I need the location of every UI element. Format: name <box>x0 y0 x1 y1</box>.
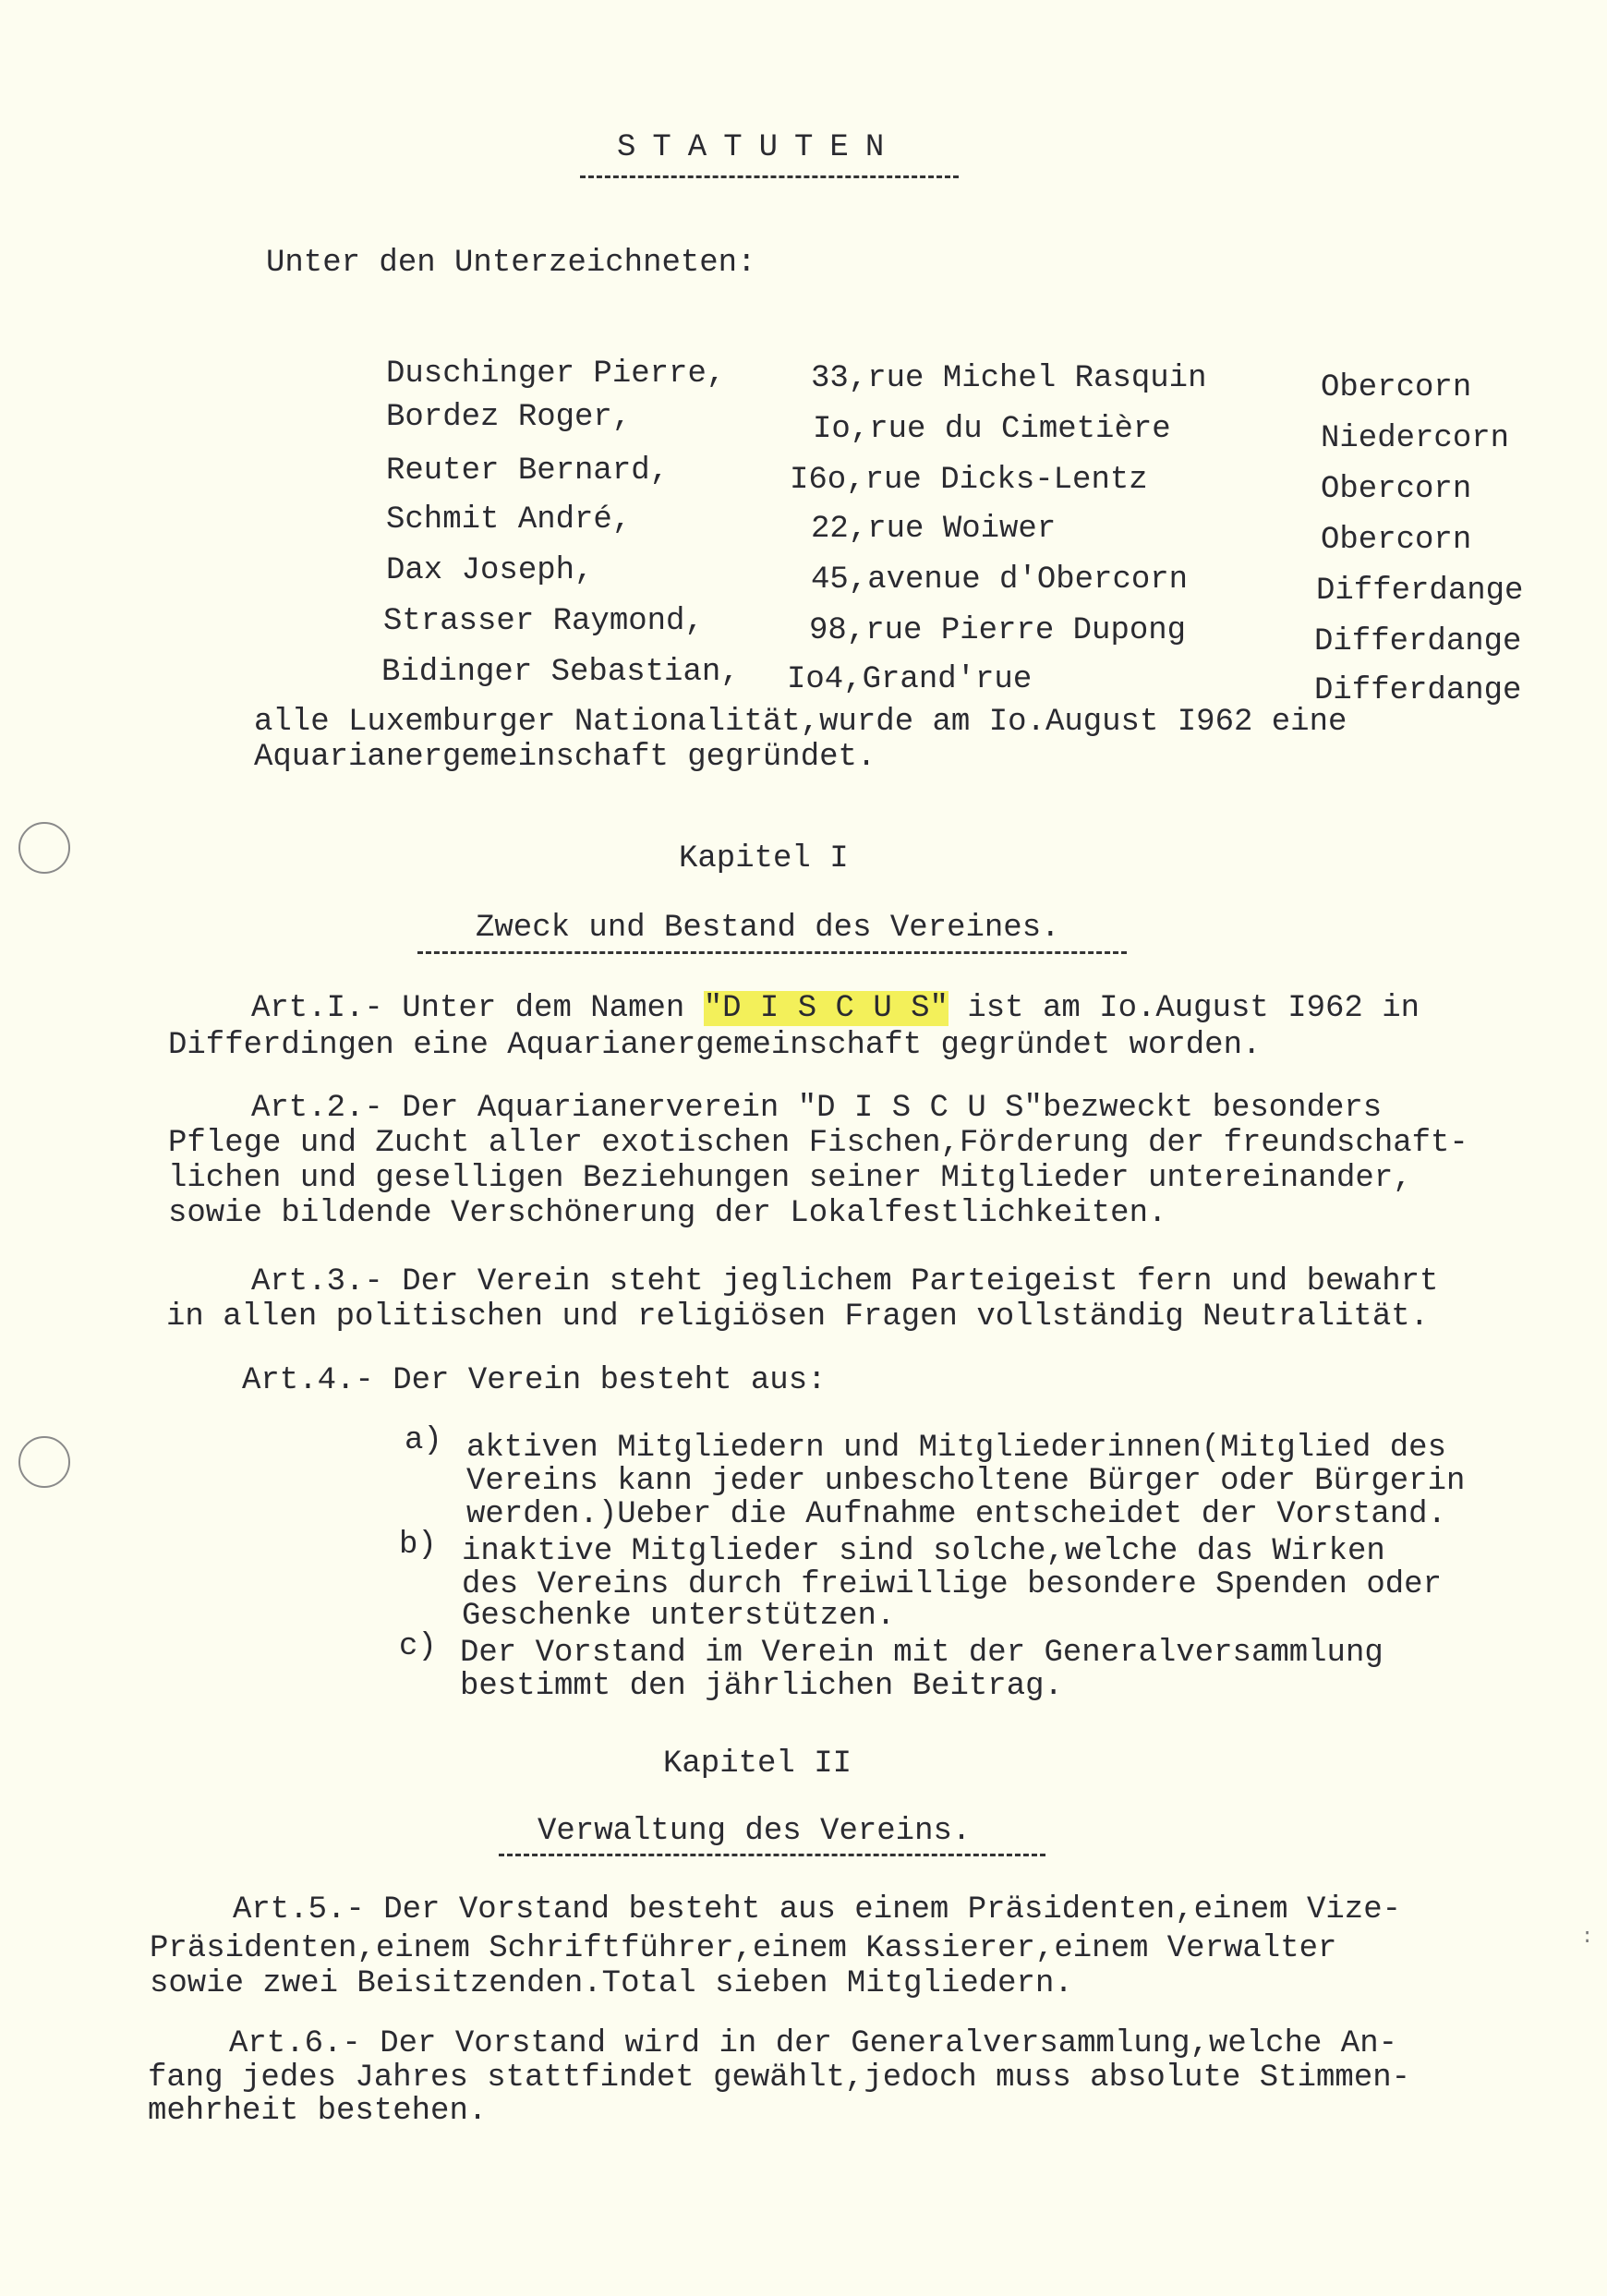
member-town: Differdange <box>1314 673 1522 708</box>
member-name: Bordez Roger, <box>386 400 632 435</box>
article-6-line: mehrheit bestehen. <box>148 2094 488 2129</box>
member-name: Reuter Bernard, <box>386 453 670 489</box>
article-5-line: sowie zwei Beisitzenden.Total sieben Mitgliedern. <box>150 1966 1073 2001</box>
member-town: Differdange <box>1314 624 1522 659</box>
member-town: Obercorn <box>1321 523 1472 558</box>
article-1-line-1 <box>251 990 1420 1027</box>
article-5-line: Präsidenten,einem Schriftführer,einem Kassierer,einem Verwalter <box>150 1931 1337 1966</box>
member-address: Io4,Grand'rue <box>787 662 1033 697</box>
member-address: 33,rue Michel Rasquin <box>811 361 1207 396</box>
article-2-line: lichen und geselligen Beziehungen seiner Mitglieder untereinander, <box>168 1161 1412 1196</box>
item-line: inaktive Mitglieder sind solche,welche das Wirken <box>462 1534 1385 1569</box>
chapter-1-heading: Zweck und Bestand des Vereines. <box>476 911 1060 946</box>
chapter-2-label: Kapitel II <box>663 1746 852 1782</box>
item-line: werden.)Ueber die Aufnahme entscheidet der Vorstand. <box>466 1497 1446 1532</box>
member-name: Strasser Raymond, <box>383 604 704 639</box>
member-address: I6o,rue Dicks-Lentz <box>790 463 1148 498</box>
member-address: Io,rue du Cimetière <box>813 412 1171 447</box>
item-line: des Vereins durch freiwillige besondere Spenden oder <box>462 1567 1442 1602</box>
item-line: bestimmt den jährlichen Beitrag. <box>460 1669 1063 1704</box>
member-name: Dax Joseph, <box>386 553 594 588</box>
intro-line: Unter den Unterzeichneten: <box>266 246 756 281</box>
chapter-1-underline <box>417 951 1127 954</box>
article-3-line: in allen politischen und religiösen Fragen vollständig Neutralität. <box>166 1299 1430 1335</box>
chapter-2-heading: Verwaltung des Vereins. <box>538 1814 972 1849</box>
article-1-text-start: Art.I.- Unter dem Namen <box>251 991 704 1026</box>
chapter-1-label: Kapitel I <box>679 841 849 876</box>
item-line: Vereins kann jeder unbescholtene Bürger oder Bürgerin <box>466 1464 1466 1499</box>
item-line: Geschenke unterstützen. <box>462 1599 896 1634</box>
margin-mark: : <box>1581 1926 1594 1949</box>
article-1-line-2: Differdingen eine Aquarianergemeinschaft gegründet worden. <box>168 1028 1262 1063</box>
item-marker: a) <box>405 1423 442 1458</box>
document-title: STATUTEN <box>617 130 901 165</box>
punch-hole-bottom <box>18 1436 70 1488</box>
article-5-line: Art.5.- Der Vorstand besteht aus einem Präsidenten,einem Vize- <box>233 1892 1402 1927</box>
member-address: 22,rue Woiwer <box>811 512 1057 547</box>
founding-line-1: alle Luxemburger Nationalität,wurde am Io.August I962 eine <box>254 705 1347 740</box>
article-6-line: Art.6.- Der Vorstand wird in der Generalversammlung,welche An- <box>229 2026 1398 2061</box>
article-2-line: sowie bildende Verschönerung der Lokalfestlichkeiten. <box>168 1196 1167 1231</box>
member-town: Differdange <box>1316 574 1524 609</box>
article-6-line: fang jedes Jahres stattfindet gewählt,jedoch muss absolute Stimmen- <box>148 2060 1411 2096</box>
member-town: Obercorn <box>1321 370 1472 405</box>
member-name: Schmit André, <box>386 502 632 538</box>
chapter-2-underline <box>499 1854 1045 1856</box>
discus-highlight: "D I S C U S" <box>703 991 948 1026</box>
item-marker: b) <box>399 1528 437 1563</box>
article-2-line: Pflege und Zucht aller exotischen Fischen,Förderung der freundschaft- <box>168 1126 1468 1161</box>
member-address: 98,rue Pierre Dupong <box>809 613 1187 648</box>
item-marker: c) <box>399 1629 437 1664</box>
member-name: Bidinger Sebastian, <box>381 655 740 690</box>
item-line: Der Vorstand im Verein mit der Generalversammlung <box>460 1636 1383 1671</box>
founding-line-2: Aquarianergemeinschaft gegründet. <box>254 740 876 775</box>
item-line: aktiven Mitgliedern und Mitgliederinnen(Mitglied des <box>466 1431 1446 1466</box>
article-1-text-end: ist am Io.August I962 in <box>948 991 1420 1026</box>
member-town: Niedercorn <box>1321 421 1510 456</box>
article-2-line: Art.2.- Der Aquarianerverein "D I S C U S"bezweckt besonders <box>251 1091 1383 1126</box>
member-address: 45,avenue d'Obercorn <box>811 562 1189 598</box>
member-town: Obercorn <box>1321 472 1472 507</box>
punch-hole-top <box>18 822 70 874</box>
article-4-intro: Art.4.- Der Verein besteht aus: <box>242 1363 827 1398</box>
article-3-line: Art.3.- Der Verein steht jeglichem Parteigeist fern und bewahrt <box>251 1264 1439 1299</box>
title-underline <box>580 175 959 178</box>
member-name: Duschinger Pierre, <box>386 356 726 392</box>
